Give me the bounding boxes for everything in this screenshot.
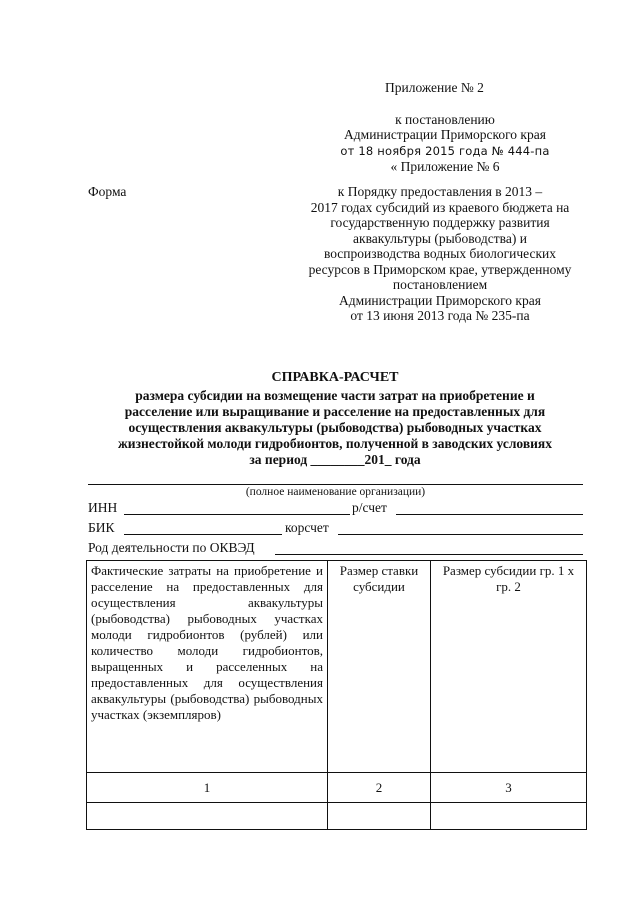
table-cell[interactable] xyxy=(87,803,328,830)
account-label: р/счет xyxy=(352,500,387,515)
appendix-line-2: Администрации Приморского края xyxy=(344,127,546,142)
bik-label: БИК xyxy=(88,520,115,535)
header-actual-costs: Фактические затраты на приобретение и расселение на предоставленных для осуществления аквакультуры (рыбоводства) рыбоводных участках молоди гидробионтов (рублей) или количество молоди гидробионтов, выращенных и расселенных на предоставленных для осуществления аквакультуры (рыбоводства) рыбоводных участках (экземпляров) xyxy=(87,561,328,773)
order-line: ресурсов в Приморском крае, утвержденному xyxy=(308,261,572,277)
appendix-line-3: от 18 ноября 2015 года № 444-па xyxy=(340,144,550,158)
account-field[interactable] xyxy=(396,514,583,515)
subtitle-line: расселение или выращивание и расселение на предоставленных для xyxy=(124,404,546,419)
header-subsidy: Размер субсидии гр. 1 х гр. 2 xyxy=(431,561,587,773)
column-number: 1 xyxy=(87,773,328,803)
table-header-row xyxy=(87,561,587,773)
order-line: Администрации Приморского края xyxy=(339,292,541,308)
subtitle-line: осуществления аквакультуры (рыбоводства) рыбоводных участках xyxy=(128,420,542,435)
corr-account-field[interactable] xyxy=(338,534,583,535)
appendix-line-4: « Приложение № 6 xyxy=(390,159,500,174)
order-line: воспроизводства водных биологических xyxy=(323,246,557,261)
org-name-caption: (полное наименование организации) xyxy=(245,486,426,498)
document-subtitle xyxy=(80,388,590,468)
org-name-line[interactable] xyxy=(88,484,583,485)
document-title: СПРАВКА-РАСЧЕТ xyxy=(271,370,399,385)
table-number-row xyxy=(87,773,587,803)
subtitle-line: жизнестойкой молоди гидробионтов, полученной в заводских условиях xyxy=(118,436,552,451)
activity-label: Род деятельности по ОКВЭД xyxy=(88,540,255,555)
appendix-title: Приложение № 2 xyxy=(385,80,484,95)
calculation-table xyxy=(86,560,587,830)
appendix-line-1: к постановлению xyxy=(395,112,495,127)
table-cell[interactable] xyxy=(328,803,431,830)
inn-field[interactable] xyxy=(124,514,350,515)
subtitle-line: размера субсидии на возмещение части затрат на приобретение и xyxy=(135,388,535,403)
table-cell[interactable] xyxy=(431,803,587,830)
column-number: 3 xyxy=(431,773,587,803)
order-line: постановлением xyxy=(392,277,488,292)
activity-field[interactable] xyxy=(275,554,583,555)
form-label: Форма xyxy=(88,184,127,199)
period-line: за период ________201_ года xyxy=(249,452,421,467)
table-row xyxy=(87,803,587,830)
order-line: к Порядку предоставления в 2013 – xyxy=(337,184,543,199)
bik-field[interactable] xyxy=(124,534,282,535)
inn-label: ИНН xyxy=(88,500,118,515)
order-line: государственную поддержку развития xyxy=(330,215,550,230)
column-number: 2 xyxy=(328,773,431,803)
header-rate: Размер ставки субсидии xyxy=(328,561,431,773)
order-line: аквакультуры (рыбоводства) и xyxy=(353,230,527,246)
order-line: 2017 годах субсидий из краевого бюджета на xyxy=(310,199,570,215)
order-line: от 13 июня 2013 года № 235-па xyxy=(350,308,530,323)
corr-account-label: корсчет xyxy=(285,520,329,535)
order-block xyxy=(290,184,590,324)
